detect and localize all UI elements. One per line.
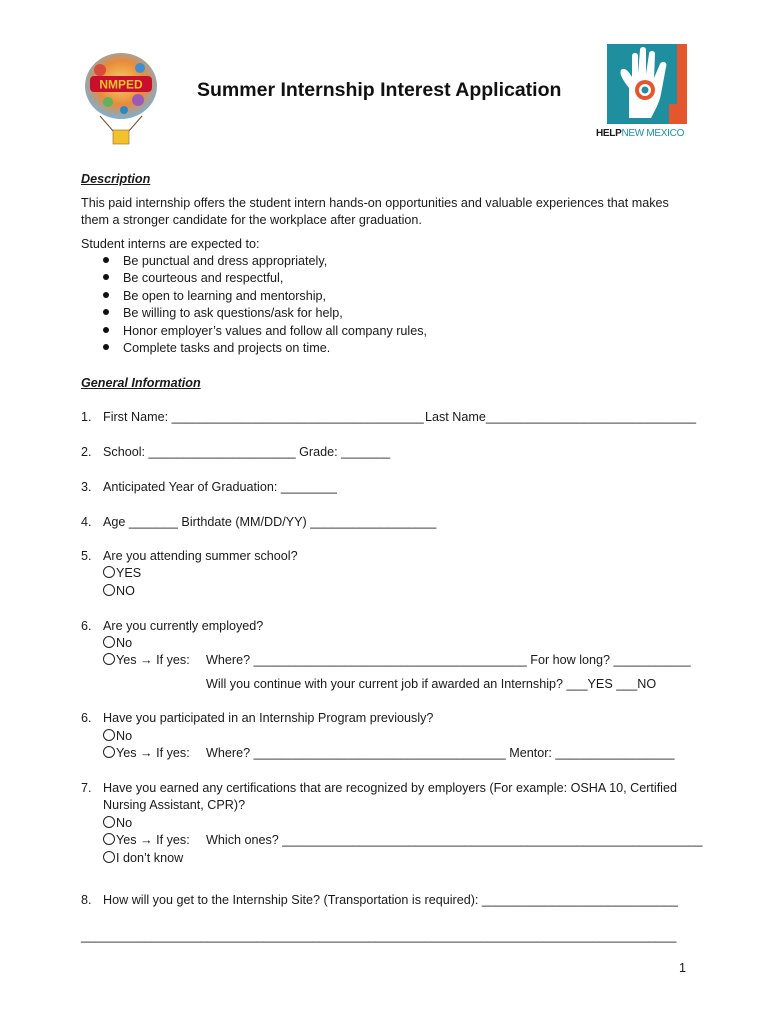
- first-name-field[interactable]: First Name: ____________________________________: [103, 410, 424, 424]
- description-line-2: them a stronger candidate for the workplace after graduation.: [81, 213, 422, 227]
- radio-icon[interactable]: [103, 653, 115, 665]
- list-item: Complete tasks and projects on time.: [103, 341, 330, 355]
- q7-number: 7.: [81, 781, 92, 795]
- q6-question: Are you currently employed?: [103, 619, 264, 633]
- bullet-icon: [103, 292, 109, 298]
- q2-number: 2.: [81, 445, 92, 459]
- q7-no-radio[interactable]: No: [103, 816, 132, 830]
- q6b-number: 6.: [81, 711, 92, 725]
- last-name-field[interactable]: Last Name______________________________: [425, 410, 697, 424]
- bullet-icon: [103, 257, 109, 263]
- q7-question-line-2: Nursing Assistant, CPR)?: [103, 798, 246, 812]
- bullet-icon: [103, 344, 109, 350]
- q6b-yes-radio[interactable]: Yes → If yes:: [103, 746, 190, 760]
- q6-continue-job-field[interactable]: Will you continue with your current job if awarded an Internship? ___YES ___NO: [206, 677, 657, 691]
- bullet-icon: [103, 327, 109, 333]
- graduation-year-field[interactable]: Anticipated Year of Graduation: ________: [103, 480, 337, 494]
- q5-yes-radio[interactable]: YES: [103, 566, 141, 580]
- age-birthdate-field[interactable]: Age _______ Birthdate (MM/DD/YY) __________________: [103, 515, 437, 529]
- q7-yes-radio[interactable]: Yes → If yes:: [103, 833, 190, 847]
- q6-number: 6.: [81, 619, 92, 633]
- description-heading: Description: [81, 172, 151, 186]
- description-line-1: This paid internship offers the student intern hands-on opportunities and valuable experiences that makes: [81, 196, 669, 210]
- q6-no-radio[interactable]: No: [103, 636, 132, 650]
- q7-dont-know-radio[interactable]: I don’t know: [103, 851, 183, 865]
- q8-number: 8.: [81, 893, 92, 907]
- q7-which-field[interactable]: Which ones? ____________________________________________________________: [206, 833, 703, 847]
- radio-icon[interactable]: [103, 566, 115, 578]
- help-new-mexico-wordmark: HELPNEW MEXICO: [596, 128, 685, 139]
- radio-icon[interactable]: [103, 833, 115, 845]
- q6b-question: Have you participated in an Internship Program previously?: [103, 711, 434, 725]
- q5-number: 5.: [81, 549, 92, 563]
- nmped-logo: [80, 50, 162, 150]
- school-grade-field[interactable]: School: _____________________ Grade: _______: [103, 445, 391, 459]
- q5-question: Are you attending summer school?: [103, 549, 298, 563]
- list-item: Be willing to ask questions/ask for help,: [103, 306, 343, 320]
- list-item: Be punctual and dress appropriately,: [103, 254, 327, 268]
- q7-question-line-1: Have you earned any certifications that are recognized by employers (For example: OSHA 10, Certified: [103, 781, 677, 795]
- q4-number: 4.: [81, 515, 92, 529]
- q8-transportation-field[interactable]: How will you get to the Internship Site? (Transportation is required): ____________________________: [103, 893, 679, 907]
- q6-yes-radio[interactable]: Yes → If yes:: [103, 653, 190, 667]
- expectations-intro: Student interns are expected to:: [81, 237, 260, 251]
- list-item: Honor employer’s values and follow all company rules,: [103, 324, 427, 338]
- q8-extra-line[interactable]: _____________________________________________________________________________________: [81, 929, 677, 943]
- q6b-no-radio[interactable]: No: [103, 729, 132, 743]
- page-number: 1: [679, 961, 687, 975]
- bullet-icon: [103, 309, 109, 315]
- radio-icon[interactable]: [103, 729, 115, 741]
- q5-no-radio[interactable]: NO: [103, 584, 135, 598]
- radio-icon[interactable]: [103, 816, 115, 828]
- q3-number: 3.: [81, 480, 92, 494]
- list-item: Be courteous and respectful,: [103, 271, 283, 285]
- list-item: Be open to learning and mentorship,: [103, 289, 326, 303]
- q1-number: 1.: [81, 410, 92, 424]
- radio-icon[interactable]: [103, 851, 115, 863]
- radio-icon[interactable]: [103, 636, 115, 648]
- help-new-mexico-logo: [596, 44, 696, 144]
- nmped-logo-text: NMPED: [99, 77, 143, 92]
- radio-icon[interactable]: [103, 584, 115, 596]
- radio-icon[interactable]: [103, 746, 115, 758]
- q6b-where-mentor-field[interactable]: Where? ____________________________________ Mentor: _________________: [206, 746, 675, 760]
- q6-where-field[interactable]: Where? _______________________________________ For how long? ___________: [206, 653, 691, 667]
- page-title: Summer Internship Interest Application: [197, 79, 562, 101]
- bullet-icon: [103, 274, 109, 280]
- general-info-heading: General Information: [81, 376, 201, 390]
